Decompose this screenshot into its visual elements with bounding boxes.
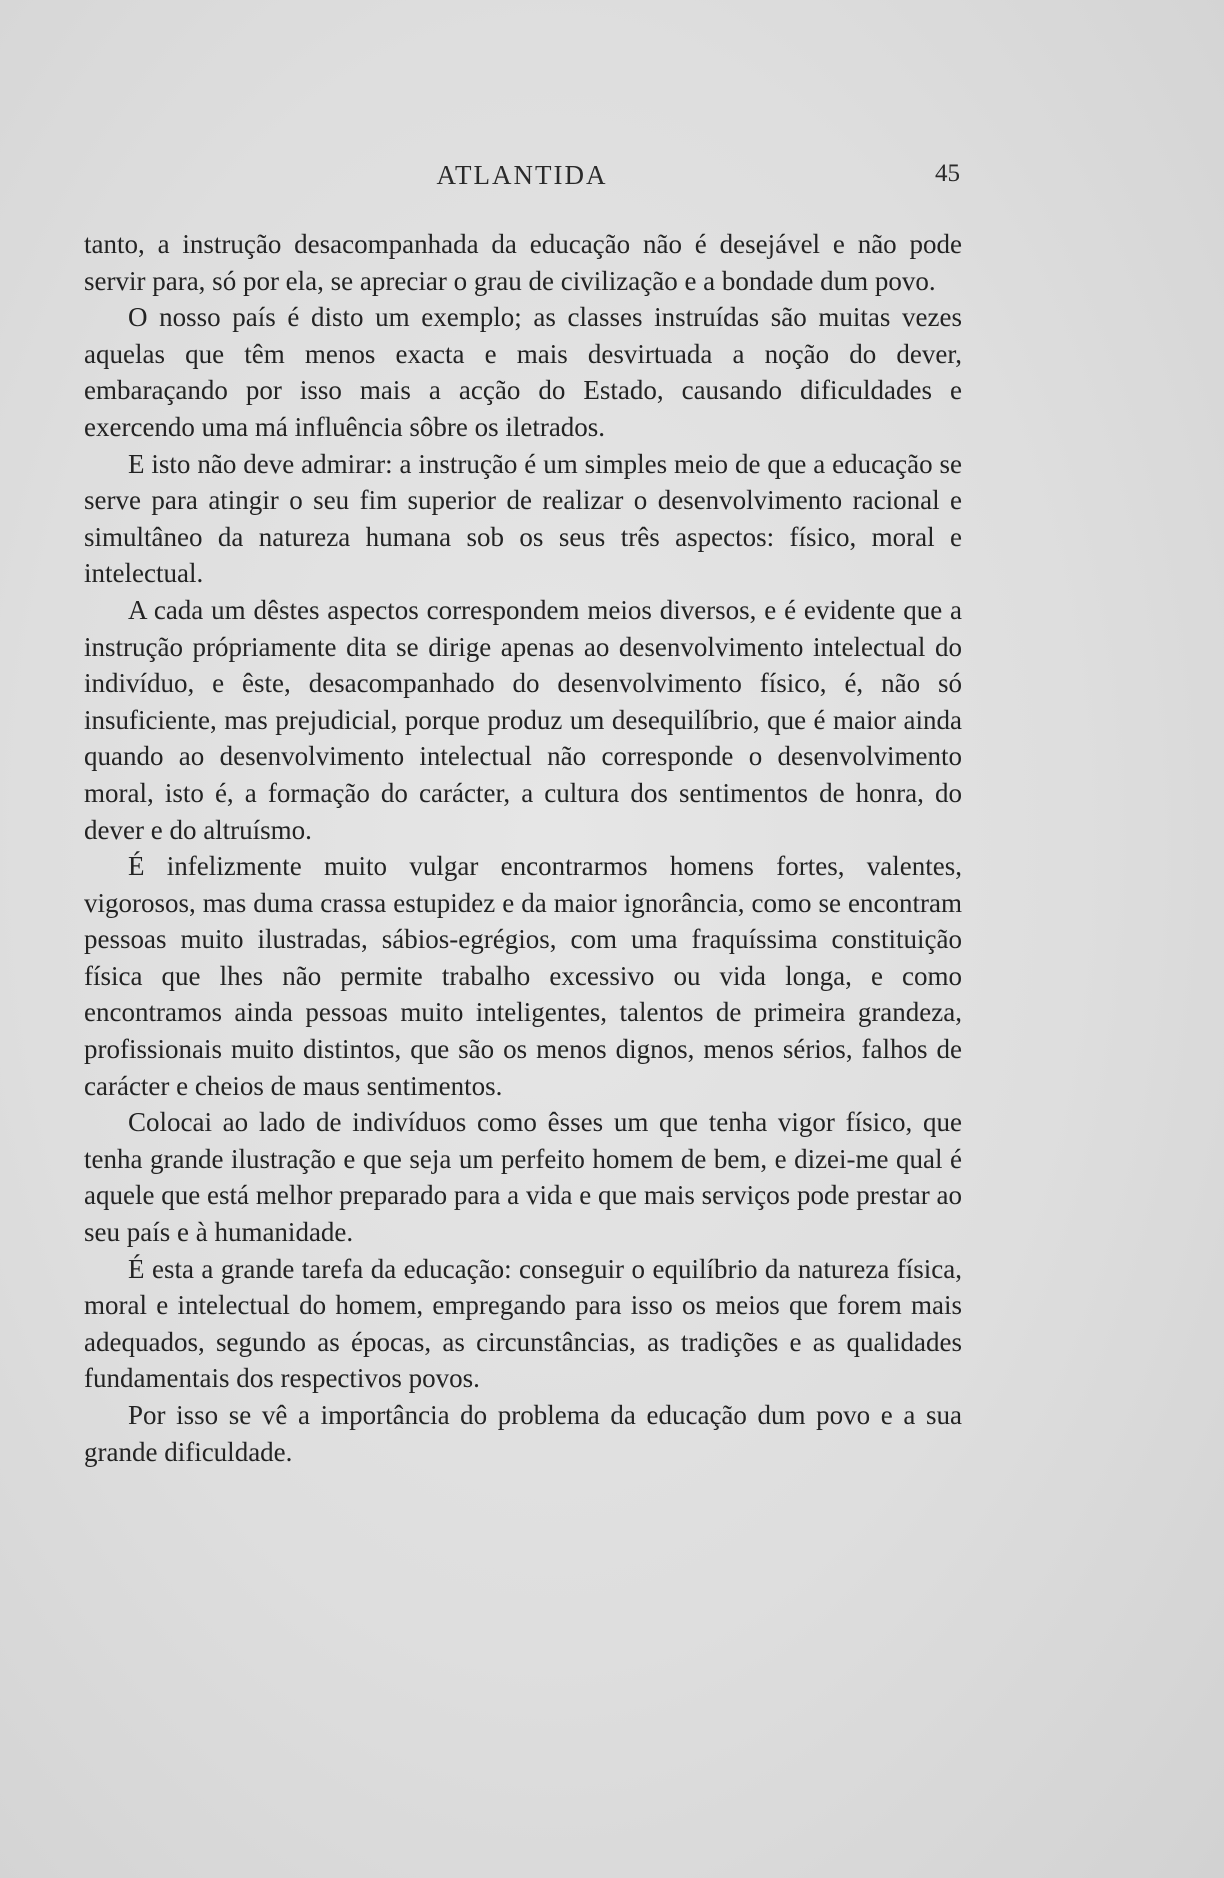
paragraph: O nosso país é disto um exemplo; as classes instruídas são muitas vezes aquelas que têm menos exacta e mais desvirtuada a noção do dever, embaraçando por isso mais a acção do Estado, causando dificuldades e exercendo uma má influência sôbre os iletrados. — [84, 302, 962, 442]
page-header — [84, 160, 960, 192]
paragraph: Por isso se vê a importância do problema da educação dum povo e a sua grande dificuldade. — [84, 1400, 962, 1467]
paragraph: tanto, a instrução desacompanhada da educação não é desejável e não pode servir para, só por ela, se apreciar o grau de civilização e a bondade dum povo. — [84, 229, 962, 296]
paragraph: É esta a grande tarefa da educação: conseguir o equilíbrio da natureza física, moral e intelectual do homem, empregando para isso os meios que forem mais adequados, segundo as épocas, as circunstâncias, as tradições e as qualidades fundamentais dos respectivos povos. — [84, 1253, 962, 1394]
paragraph: É infelizmente muito vulgar encontrarmos homens fortes, valentes, vigorosos, mas duma crassa estupidez e da maior ignorância, como se encontram pessoas muito ilustradas, sábios-egrégios, com uma fraquíssima constituição física que lhes não permite trabalho excessivo ou vida longa, e como encontramos ainda pessoas muito inteligentes, talentos de primeira grandeza, profissionais muito distintos, que são os menos dignos, menos sérios, falhos de carácter e cheios de maus sentimentos. — [84, 851, 962, 1101]
running-head: ATLANTIDA — [436, 160, 608, 190]
paragraph: A cada um dêstes aspectos correspondem meios diversos, e é evidente que a instrução própriamente dita se dirige apenas ao desenvolvimento intelectual do indivíduo, e êste, desacompanhado do desenvolvimento físico, é, não só insuficiente, mas prejudicial, porque produz um desequilíbrio, que é maior ainda quando ao desenvolvimento intelectual não corresponde o desenvolvimento moral, isto é, a formação do carácter, a cultura dos sentimentos de honra, do dever e do altruísmo. — [84, 594, 962, 845]
body-text — [84, 226, 962, 1470]
page-number: 45 — [935, 160, 960, 187]
paragraph: E isto não deve admirar: a instrução é um simples meio de que a educação se serve para atingir o seu fim superior de realizar o desenvolvimento racional e simultâneo da natureza humana sob os seus três aspectos: físico, moral e intelectual. — [84, 448, 962, 589]
paragraph: Colocai ao lado de indivíduos como êsses um que tenha vigor físico, que tenha grande ilustração e que seja um perfeito homem de bem, e dizei-me qual é aquele que está melhor preparado para a vida e que mais serviços pode prestar ao seu país e à humanidade. — [84, 1107, 962, 1248]
